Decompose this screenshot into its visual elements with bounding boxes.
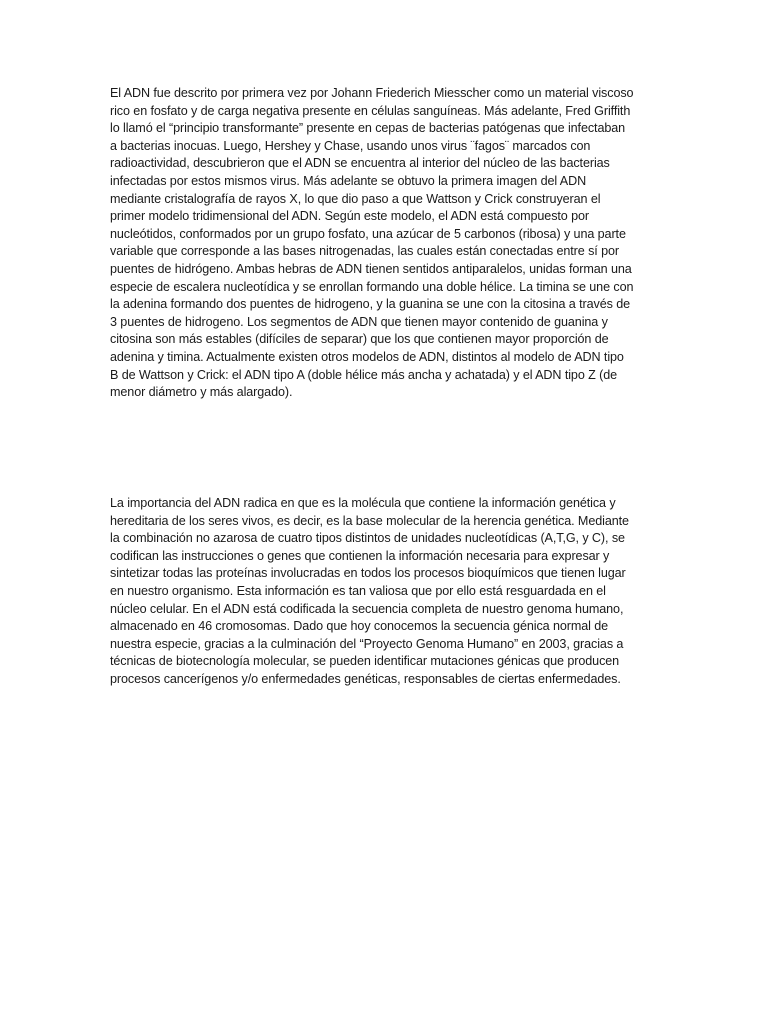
text-line: sintetizar todas las proteínas involucradas en todos los procesos bioquímicos que tienen lugar	[110, 566, 626, 581]
text-line: técnicas de biotecnología molecular, se pueden identificar mutaciones génicas que producen	[110, 654, 620, 669]
text-line: rico en fosfato y de carga negativa presente en células sanguíneas. Más adelante, Fred Griffith	[110, 103, 631, 118]
text-line: especie de escalera nucleotídica y se enrollan formando una doble hélice. La timina se une con	[110, 279, 634, 294]
text-line: procesos cancerígenos y/o enfermedades genéticas, responsables de ciertas enfermedades.	[110, 671, 621, 686]
text-line: la combinación no azarosa de cuatro tipos distintos de unidades nucleotídicas (A,T,G, y C), se	[110, 531, 625, 546]
text-line: citosina son más estables (difíciles de separar) que los que contienen mayor proporción de	[110, 332, 609, 347]
text-line: lo llamó el “principio transformante” presente en cepas de bacterias patógenas que infectaban	[110, 121, 626, 136]
text-line: codifican las instrucciones o genes que contienen la información necesaria para expresar y	[110, 548, 610, 563]
text-line: primer modelo tridimensional del ADN. Según este modelo, el ADN está compuesto por	[110, 209, 590, 224]
text-line: adenina y timina. Actualmente existen otros modelos de ADN, distintos al modelo de ADN tipo	[110, 349, 624, 364]
text-line: mediante cristalografía de rayos X, lo que dio paso a que Wattson y Crick construyeran el	[110, 191, 601, 206]
text-line: puentes de hidrógeno. Ambas hebras de ADN tienen sentidos antiparalelos, unidas forman una	[110, 261, 632, 276]
text-line: 3 puentes de hidrogeno. Los segmentos de ADN que tienen mayor contenido de guanina y	[110, 314, 608, 329]
text-line: almacenado en 46 cromosomas. Dado que hoy conocemos la secuencia génica normal de	[110, 619, 609, 634]
text-line: la adenina formando dos puentes de hidrogeno, y la guanina se une con la citosina a través de	[110, 297, 631, 312]
text-line: variable que corresponde a las bases nitrogenadas, las cuales están conectadas entre sí por	[110, 244, 619, 259]
text-line: La importancia del ADN radica en que es la molécula que contiene la información genética y	[110, 496, 616, 510]
paragraph-dna-history	[110, 85, 660, 402]
text-line: menor diámetro y más alargado).	[110, 385, 293, 400]
text-line: radioactividad, descubrieron que el ADN se encuentra al interior del núcleo de las bacterias	[110, 156, 610, 171]
text-line: nuestra especie, gracias a la culminación del “Proyecto Genoma Humano” en 2003, gracias a	[110, 636, 624, 651]
text-line: en nuestro organismo. Esta información es tan valiosa que por ello está resguardada en el	[110, 583, 606, 598]
text-line: El ADN fue descrito por primera vez por Johann Friederich Miesscher como un material viscoso	[110, 86, 634, 100]
paragraph-dna-importance	[110, 495, 660, 689]
text-line: nucleótidos, conformados por un grupo fosfato, una azúcar de 5 carbonos (ribosa) y una parte	[110, 226, 626, 241]
text-line: B de Wattson y Crick: el ADN tipo A (doble hélice más ancha y achatada) y el ADN tipo Z (de	[110, 367, 618, 382]
text-line: hereditaria de los seres vivos, es decir, es la base molecular de la herencia genética. Mediante	[110, 513, 629, 528]
text-line: núcleo celular. En el ADN está codificada la secuencia completa de nuestro genoma humano,	[110, 601, 624, 616]
text-line: infectadas por estos mismos virus. Más adelante se obtuvo la primera imagen del ADN	[110, 173, 587, 188]
text-line: a bacterias inocuas. Luego, Hershey y Chase, usando unos virus ¨fagos¨ marcados con	[110, 138, 591, 153]
